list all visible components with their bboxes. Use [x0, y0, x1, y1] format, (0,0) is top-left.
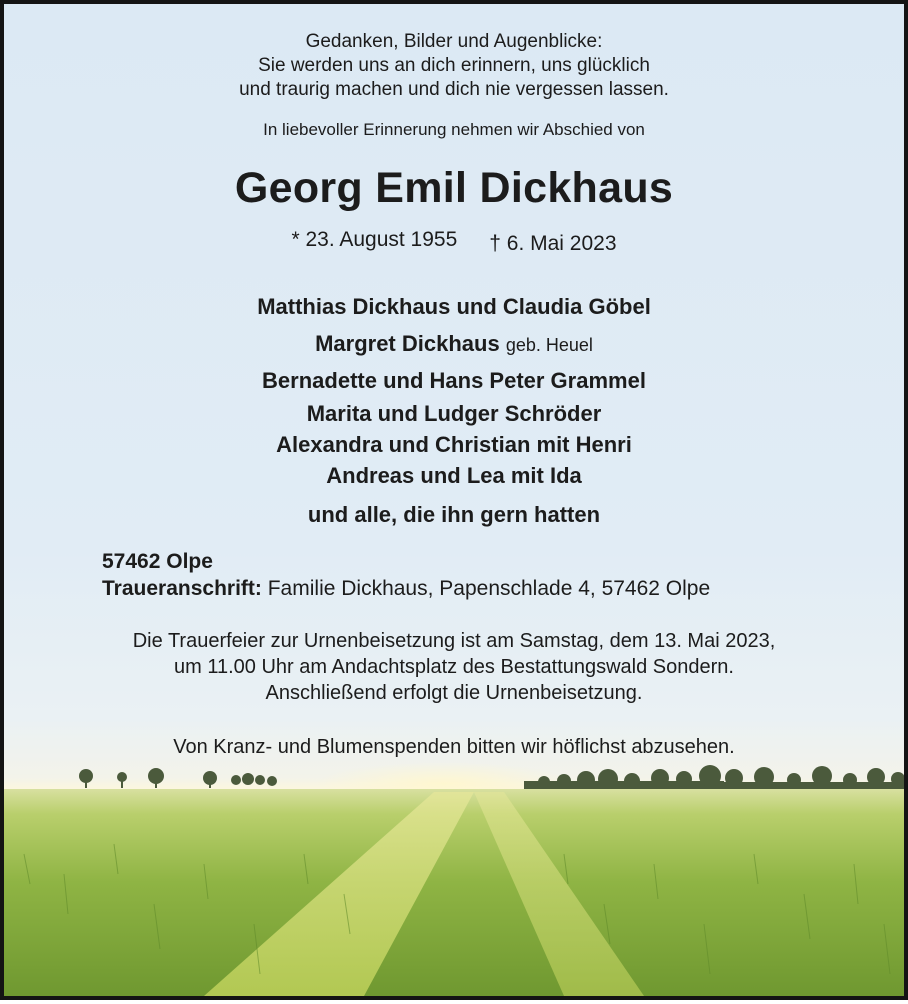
death-date: † 6. Mai 2023	[489, 232, 617, 255]
mourner-line-7: und alle, die ihn gern hatten	[307, 502, 601, 527]
city-line: 57462 Olpe	[102, 550, 213, 573]
address-label: Traueranschrift:	[102, 577, 262, 600]
mourner-line-5: Alexandra und Christian mit Henri	[276, 432, 632, 457]
mourner-line-1: Matthias Dickhaus und Claudia Göbel	[257, 294, 651, 319]
mourning-address	[102, 577, 710, 601]
mourner-line-4: Marita und Ludger Schröder	[306, 401, 602, 426]
ceremony-line-2: um 11.00 Uhr am Andachtsplatz des Bestattungswald Sondern.	[174, 656, 734, 678]
birth-date: * 23. August 1955	[291, 228, 458, 251]
obituary-card	[4, 4, 904, 996]
mourner-line-3: Bernadette und Hans Peter Grammel	[262, 368, 646, 393]
mourner-name: Margret Dickhaus	[315, 331, 500, 356]
life-dates	[4, 228, 904, 255]
quote-line-2: Sie werden uns an dich erinnern, uns glücklich	[258, 55, 650, 76]
intro-text: In liebevoller Erinnerung nehmen wir Abschied von	[263, 120, 645, 139]
donation-request: Von Kranz- und Blumenspenden bitten wir höflichst abzusehen.	[173, 736, 735, 758]
mourner-line-6: Andreas und Lea mit Ida	[326, 463, 582, 488]
quote-line-3: und traurig machen und dich nie vergessen lassen.	[239, 79, 669, 100]
address-value: Familie Dickhaus, Papenschlade 4, 57462 Olpe	[267, 577, 711, 600]
ceremony-line-3: Anschließend erfolgt die Urnenbeisetzung.	[265, 682, 643, 704]
mourner-line-2	[4, 331, 904, 357]
wheat-field-image	[4, 734, 904, 996]
quote-line-1: Gedanken, Bilder und Augenblicke:	[305, 31, 603, 52]
maiden-name: geb. Heuel	[505, 335, 593, 355]
ceremony-line-1: Die Trauerfeier zur Urnenbeisetzung ist am Samstag, dem 13. Mai 2023,	[132, 630, 776, 652]
deceased-name: Georg Emil Dickhaus	[234, 164, 674, 212]
